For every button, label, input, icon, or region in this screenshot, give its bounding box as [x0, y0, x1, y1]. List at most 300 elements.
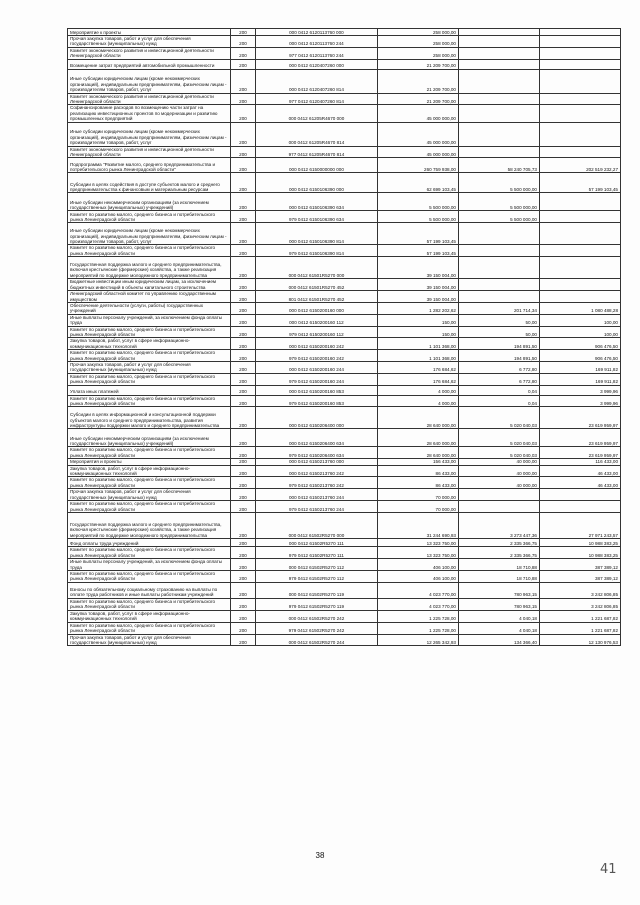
budget-execution-table [67, 28, 621, 646]
approved-amount-cell: 258 000,00 [377, 29, 458, 36]
unexecuted-amount-cell: 202 519 232,27 [539, 158, 620, 173]
approved-amount-cell: 21 209 700,00 [377, 69, 458, 93]
row-code-cell: 200 [231, 598, 256, 610]
row-code-cell: 200 [231, 338, 256, 350]
table-row [68, 223, 621, 245]
row-name-cell: Комитет по развитию малого, среднего бизнеса и потребительского рынка Ленинградской области [68, 395, 231, 407]
table-row [68, 47, 621, 59]
row-code-cell: 200 [231, 385, 256, 395]
row-code-cell: 200 [231, 245, 256, 257]
table-row [68, 489, 621, 501]
row-name-cell: Прочая закупка товаров, работ и услуг для обеспечения государственных (муниципальных) нужд [68, 634, 231, 646]
unexecuted-amount-cell [539, 36, 620, 48]
row-kbk-cell: 977 0412 6120407260 814 [255, 93, 377, 105]
table-row [68, 582, 621, 598]
unexecuted-amount-cell [539, 146, 620, 158]
row-kbk-cell: 000 0412 61502R5270 000 [255, 513, 377, 539]
row-code-cell: 200 [231, 223, 256, 245]
row-code-cell: 200 [231, 489, 256, 501]
row-name-cell: Мероприятия и проекты [68, 459, 231, 465]
row-kbk-cell: 000 0412 61502R5270 244 [255, 634, 377, 646]
approved-amount-cell: 45 000 000,00 [377, 105, 458, 122]
executed-amount-cell: 6 772,80 [458, 373, 539, 385]
row-name-cell: Комитет по развитию малого, среднего бизнеса и потребительского рынка Ленинградской области [68, 547, 231, 559]
row-name-cell: Иные субсидии юридическим лицам (кроме некоммерческих организаций), индивидуальным предпринимателям, физическим лицам - производителям товаров, работ, услуг [68, 122, 231, 146]
row-kbk-cell: 000 0412 6150106390 000 [255, 173, 377, 193]
executed-amount-cell: 201 714,34 [458, 302, 539, 314]
executed-amount-cell [458, 36, 539, 48]
unexecuted-amount-cell [539, 29, 620, 36]
row-kbk-cell: 000 0412 6150200160 242 [255, 338, 377, 350]
row-kbk-cell: 979 0412 6150213760 244 [255, 501, 377, 513]
executed-amount-cell [458, 245, 539, 257]
row-code-cell: 200 [231, 69, 256, 93]
row-name-cell: Прочая закупка товаров, работ и услуг для обеспечения государственных (муниципальных) нужд [68, 36, 231, 48]
row-name-cell: Государственная поддержка малого и среднего предпринимательства, включая крестьянские (фермерские) хозяйства, а также реализация мероприятий по поддержке молодежного предпринимательства [68, 257, 231, 279]
approved-amount-cell: 1 101 368,00 [377, 350, 458, 362]
row-name-cell: Комитет экономического развития и инвестиционной деятельности Ленинградской области [68, 93, 231, 105]
row-kbk-cell: 979 0412 6150200160 853 [255, 395, 377, 407]
unexecuted-amount-cell: 906 476,50 [539, 338, 620, 350]
approved-amount-cell: 31 244 690,93 [377, 513, 458, 539]
handwritten-page-mark: 41 [600, 862, 617, 877]
executed-amount-cell: 50,00 [458, 326, 539, 338]
row-kbk-cell: 000 0412 61502R5270 119 [255, 582, 377, 598]
approved-amount-cell: 21 209 700,00 [377, 59, 458, 69]
executed-amount-cell: 18 710,88 [458, 559, 539, 571]
row-kbk-cell: 977 0412 6120113760 244 [255, 47, 377, 59]
row-name-cell: Закупка товаров, работ, услуг в сфере информационно-коммуникационных технологий [68, 338, 231, 350]
executed-amount-cell: 3 273 447,36 [458, 513, 539, 539]
approved-amount-cell: 258 000,00 [377, 36, 458, 48]
approved-amount-cell: 13 323 750,00 [377, 539, 458, 547]
row-kbk-cell: 000 0412 6150206400 000 [255, 407, 377, 429]
executed-amount-cell: 780 963,15 [458, 582, 539, 598]
table-row [68, 146, 621, 158]
row-name-cell: Комитет по развитию малого, среднего бизнеса и потребительского рынка Ленинградской области [68, 598, 231, 610]
unexecuted-amount-cell: 57 199 103,45 [539, 173, 620, 193]
page-number: 38 [315, 851, 325, 860]
unexecuted-amount-cell [539, 211, 620, 223]
unexecuted-amount-cell: 23 619 959,97 [539, 429, 620, 447]
executed-amount-cell: 194 891,50 [458, 338, 539, 350]
table-row [68, 279, 621, 291]
approved-amount-cell: 150,00 [377, 314, 458, 326]
executed-amount-cell [458, 59, 539, 69]
table-row [68, 69, 621, 93]
row-code-cell: 200 [231, 29, 256, 36]
approved-amount-cell: 21 209 700,00 [377, 93, 458, 105]
approved-amount-cell: 4 023 770,00 [377, 582, 458, 598]
row-name-cell: Комитет по развитию малого, среднего бизнеса и потребительского рынка Ленинградской области [68, 622, 231, 634]
approved-amount-cell: 57 199 103,45 [377, 223, 458, 245]
row-name-cell: Комитет по развитию малого, среднего бизнеса и потребительского рынка Ленинградской области [68, 326, 231, 338]
row-name-cell: Иные субсидии некоммерческим организациям (за исключением государственных (муниципальных) учреждений) [68, 429, 231, 447]
row-code-cell: 200 [231, 93, 256, 105]
unexecuted-amount-cell: 100,00 [539, 326, 620, 338]
approved-amount-cell: 70 000,00 [377, 501, 458, 513]
row-name-cell: Уплата иных платежей [68, 385, 231, 395]
executed-amount-cell [458, 223, 539, 245]
executed-amount-cell: 194 891,50 [458, 350, 539, 362]
row-name-cell: Комитет по развитию малого, среднего бизнеса и потребительского рынка Ленинградской области [68, 211, 231, 223]
table-row [68, 350, 621, 362]
row-kbk-cell: 979 0412 6150206400 634 [255, 447, 377, 459]
unexecuted-amount-cell [539, 193, 620, 211]
unexecuted-amount-cell: 3 999,96 [539, 395, 620, 407]
row-kbk-cell: 979 0412 61502R5270 242 [255, 622, 377, 634]
unexecuted-amount-cell [539, 279, 620, 291]
table-row [68, 634, 621, 646]
unexecuted-amount-cell: 23 619 959,97 [539, 447, 620, 459]
row-name-cell: Прочая закупка товаров, работ и услуг для обеспечения государственных (муниципальных) нужд [68, 489, 231, 501]
table-row [68, 29, 621, 36]
row-code-cell: 200 [231, 373, 256, 385]
row-name-cell: Софинансирование расходов по возмещению части затрат на реализацию инвестиционных проектов по модернизации и развитию промышленных предприятий [68, 105, 231, 122]
unexecuted-amount-cell [539, 489, 620, 501]
table-row [68, 93, 621, 105]
approved-amount-cell: 1 282 202,62 [377, 302, 458, 314]
unexecuted-amount-cell [539, 501, 620, 513]
row-kbk-cell: 000 0412 6120407260 814 [255, 69, 377, 93]
row-name-cell: Комитет по развитию малого, среднего бизнеса и потребительского рынка Ленинградской области [68, 245, 231, 257]
row-name-cell: Субсидии в целях содействия в доступе субъектов малого и среднего предпринимательства к финансовым и материальным ресурсам [68, 173, 231, 193]
approved-amount-cell: 406 100,00 [377, 559, 458, 571]
approved-amount-cell: 62 699 103,45 [377, 173, 458, 193]
unexecuted-amount-cell: 1 221 687,82 [539, 622, 620, 634]
row-kbk-cell: 000 0412 61502R5270 112 [255, 559, 377, 571]
table-row [68, 622, 621, 634]
row-kbk-cell: 000 0412 6150200160 244 [255, 361, 377, 373]
row-name-cell: Субсидии в целях информационной и консультационной поддержки субъектов малого и среднего предпринимательства, развития инфраструктуры поддержки малого и среднего предпринимательства [68, 407, 231, 429]
row-name-cell: Комитет по развитию малого, среднего бизнеса и потребительского рынка Ленинградской области [68, 350, 231, 362]
row-code-cell: 200 [231, 571, 256, 583]
row-kbk-cell: 000 0412 6150000000 000 [255, 158, 377, 173]
row-kbk-cell: 979 0412 6150106390 814 [255, 245, 377, 257]
unexecuted-amount-cell: 116 433,00 [539, 459, 620, 465]
unexecuted-amount-cell [539, 291, 620, 303]
executed-amount-cell: 0,04 [458, 385, 539, 395]
row-name-cell: Закупка товаров, работ, услуг в сфере информационно-коммуникационных технологий [68, 610, 231, 622]
row-code-cell: 200 [231, 105, 256, 122]
approved-amount-cell: 156 433,00 [377, 459, 458, 465]
row-name-cell: Закупка товаров, работ, услуг в сфере информационно-коммуникационных технологий [68, 465, 231, 477]
row-code-cell: 200 [231, 279, 256, 291]
table-row [68, 559, 621, 571]
executed-amount-cell: 5 500 000,00 [458, 173, 539, 193]
unexecuted-amount-cell [539, 69, 620, 93]
executed-amount-cell: 58 240 705,73 [458, 158, 539, 173]
row-name-cell: Подпрограмма "Развитие малого, среднего предпринимательства и потребительского рынка Ленинградской области" [68, 158, 231, 173]
executed-amount-cell [458, 29, 539, 36]
row-code-cell: 200 [231, 361, 256, 373]
table-row [68, 395, 621, 407]
row-kbk-cell: 979 0412 6150213760 242 [255, 477, 377, 489]
executed-amount-cell [458, 122, 539, 146]
row-name-cell: Возмещение затрат предприятий автомобильной промышленности [68, 59, 231, 69]
row-kbk-cell: 801 0412 61501R5270 452 [255, 291, 377, 303]
row-kbk-cell: 000 0412 6120113760 000 [255, 29, 377, 36]
row-code-cell: 200 [231, 459, 256, 465]
row-code-cell: 200 [231, 158, 256, 173]
row-name-cell: Иные выплаты персоналу учреждений, за исключением фонда оплаты труда [68, 559, 231, 571]
executed-amount-cell [458, 279, 539, 291]
unexecuted-amount-cell [539, 257, 620, 279]
executed-amount-cell [458, 47, 539, 59]
approved-amount-cell: 86 433,00 [377, 465, 458, 477]
row-kbk-cell: 000 0412 61502R5270 111 [255, 539, 377, 547]
table-row [68, 501, 621, 513]
row-code-cell: 200 [231, 634, 256, 646]
unexecuted-amount-cell: 10 988 383,25 [539, 547, 620, 559]
row-name-cell: Комитет по развитию малого, среднего бизнеса и потребительского рынка Ленинградской области [68, 373, 231, 385]
row-kbk-cell: 977 0412 61205R4670 814 [255, 146, 377, 158]
approved-amount-cell: 4 000,00 [377, 395, 458, 407]
row-name-cell: Иные выплаты персоналу учреждений, за исключением фонда оплаты труда [68, 314, 231, 326]
unexecuted-amount-cell: 169 911,82 [539, 373, 620, 385]
approved-amount-cell: 5 500 000,00 [377, 211, 458, 223]
row-kbk-cell: 979 0412 6150106390 634 [255, 211, 377, 223]
row-code-cell: 200 [231, 513, 256, 539]
row-code-cell: 200 [231, 465, 256, 477]
table-row [68, 245, 621, 257]
executed-amount-cell: 5 020 040,03 [458, 447, 539, 459]
row-code-cell: 200 [231, 122, 256, 146]
table-row [68, 173, 621, 193]
row-kbk-cell: 979 0412 6150200160 244 [255, 373, 377, 385]
executed-amount-cell [458, 105, 539, 122]
table-row [68, 257, 621, 279]
unexecuted-amount-cell [539, 245, 620, 257]
approved-amount-cell: 4 023 770,00 [377, 598, 458, 610]
approved-amount-cell: 39 150 004,00 [377, 279, 458, 291]
row-kbk-cell: 000 0412 6120113760 244 [255, 36, 377, 48]
unexecuted-amount-cell: 3 242 806,85 [539, 598, 620, 610]
approved-amount-cell: 1 225 728,00 [377, 622, 458, 634]
table-body [68, 29, 621, 646]
row-name-cell: Прочая закупка товаров, работ и услуг для обеспечения государственных (муниципальных) нужд [68, 361, 231, 373]
row-name-cell: Ленинградский областной комитет по управлению государственным имуществом [68, 291, 231, 303]
row-code-cell: 200 [231, 559, 256, 571]
row-code-cell: 200 [231, 257, 256, 279]
row-code-cell: 200 [231, 173, 256, 193]
row-kbk-cell: 000 0412 6150200160 000 [255, 302, 377, 314]
approved-amount-cell: 150,00 [377, 326, 458, 338]
row-code-cell: 200 [231, 622, 256, 634]
table-row [68, 338, 621, 350]
approved-amount-cell: 5 500 000,00 [377, 193, 458, 211]
approved-amount-cell: 70 000,00 [377, 489, 458, 501]
executed-amount-cell: 134 366,40 [458, 634, 539, 646]
table-row [68, 59, 621, 69]
unexecuted-amount-cell: 46 433,00 [539, 477, 620, 489]
row-code-cell: 200 [231, 314, 256, 326]
approved-amount-cell: 28 640 000,00 [377, 429, 458, 447]
row-code-cell: 200 [231, 193, 256, 211]
table-row [68, 36, 621, 48]
row-code-cell: 200 [231, 146, 256, 158]
table-row [68, 385, 621, 395]
row-name-cell: Обеспечение деятельности (услуги, работы) государственных учреждений [68, 302, 231, 314]
row-name-cell: Взносы по обязательному социальному страхованию на выплаты по оплате труда работников и иные выплаты работникам учреждений [68, 582, 231, 598]
row-code-cell: 200 [231, 501, 256, 513]
unexecuted-amount-cell [539, 223, 620, 245]
executed-amount-cell: 40 000,00 [458, 459, 539, 465]
executed-amount-cell: 5 500 000,00 [458, 211, 539, 223]
table-row [68, 513, 621, 539]
table-row [68, 547, 621, 559]
approved-amount-cell: 45 000 000,00 [377, 146, 458, 158]
table-row [68, 158, 621, 173]
executed-amount-cell [458, 69, 539, 93]
table-row [68, 447, 621, 459]
row-code-cell: 200 [231, 211, 256, 223]
row-code-cell: 200 [231, 59, 256, 69]
approved-amount-cell: 1 101 368,00 [377, 338, 458, 350]
row-name-cell: Комитет по развитию малого, среднего бизнеса и потребительского рынка Ленинградской области [68, 447, 231, 459]
executed-amount-cell: 40 000,00 [458, 477, 539, 489]
row-name-cell: Фонд оплаты труда учреждений [68, 539, 231, 547]
approved-amount-cell: 176 684,62 [377, 373, 458, 385]
row-code-cell: 200 [231, 477, 256, 489]
unexecuted-amount-cell: 100,00 [539, 314, 620, 326]
table-row [68, 326, 621, 338]
row-kbk-cell: 979 0412 6150200160 112 [255, 326, 377, 338]
row-code-cell: 200 [231, 302, 256, 314]
table-row [68, 361, 621, 373]
approved-amount-cell: 258 000,00 [377, 47, 458, 59]
executed-amount-cell: 6 772,80 [458, 361, 539, 373]
row-code-cell: 200 [231, 350, 256, 362]
table-row [68, 122, 621, 146]
row-code-cell: 200 [231, 610, 256, 622]
table-row [68, 211, 621, 223]
executed-amount-cell: 50,00 [458, 314, 539, 326]
row-name-cell: Комитет по развитию малого, среднего бизнеса и потребительского рынка Ленинградской области [68, 571, 231, 583]
row-name-cell: Комитет экономического развития и инвестиционной деятельности Ленинградской области [68, 146, 231, 158]
executed-amount-cell [458, 257, 539, 279]
row-kbk-cell: 979 0412 61502R5270 119 [255, 598, 377, 610]
row-kbk-cell: 979 0412 61502R5270 112 [255, 571, 377, 583]
executed-amount-cell: 0,04 [458, 395, 539, 407]
approved-amount-cell: 28 640 000,00 [377, 407, 458, 429]
executed-amount-cell [458, 93, 539, 105]
unexecuted-amount-cell [539, 47, 620, 59]
unexecuted-amount-cell: 3 999,96 [539, 385, 620, 395]
executed-amount-cell: 4 040,18 [458, 610, 539, 622]
executed-amount-cell [458, 501, 539, 513]
row-kbk-cell: 000 0412 61205R4670 814 [255, 122, 377, 146]
row-kbk-cell: 000 0412 6150200160 853 [255, 385, 377, 395]
approved-amount-cell: 86 433,00 [377, 477, 458, 489]
row-kbk-cell: 000 0412 6150213760 242 [255, 465, 377, 477]
row-name-cell: Иные субсидии юридическим лицам (кроме некоммерческих организаций), индивидуальным предпринимателям, физическим лицам - производителям товаров, работ, услуг [68, 223, 231, 245]
approved-amount-cell: 57 199 103,45 [377, 245, 458, 257]
table-row [68, 407, 621, 429]
row-kbk-cell: 000 0412 6150213760 244 [255, 489, 377, 501]
approved-amount-cell: 4 000,00 [377, 385, 458, 395]
row-kbk-cell: 000 0412 6150200160 112 [255, 314, 377, 326]
table-row [68, 302, 621, 314]
row-code-cell: 200 [231, 407, 256, 429]
unexecuted-amount-cell [539, 122, 620, 146]
unexecuted-amount-cell: 1 080 488,28 [539, 302, 620, 314]
unexecuted-amount-cell: 169 911,82 [539, 361, 620, 373]
executed-amount-cell: 780 963,15 [458, 598, 539, 610]
table-row [68, 539, 621, 547]
unexecuted-amount-cell [539, 93, 620, 105]
executed-amount-cell: 4 040,18 [458, 622, 539, 634]
executed-amount-cell [458, 489, 539, 501]
row-code-cell: 200 [231, 547, 256, 559]
row-code-cell: 200 [231, 447, 256, 459]
row-code-cell: 200 [231, 539, 256, 547]
executed-amount-cell: 5 020 040,03 [458, 407, 539, 429]
approved-amount-cell: 39 150 004,00 [377, 291, 458, 303]
row-code-cell: 200 [231, 326, 256, 338]
unexecuted-amount-cell: 1 221 687,82 [539, 610, 620, 622]
row-name-cell: Иные субсидии некоммерческим организациям (за исключением государственных (муниципальных) учреждений) [68, 193, 231, 211]
executed-amount-cell: 5 500 000,00 [458, 193, 539, 211]
unexecuted-amount-cell: 906 476,50 [539, 350, 620, 362]
approved-amount-cell: 1 225 728,00 [377, 610, 458, 622]
unexecuted-amount-cell: 387 389,12 [539, 571, 620, 583]
approved-amount-cell: 406 100,00 [377, 571, 458, 583]
executed-amount-cell: 2 335 366,75 [458, 539, 539, 547]
row-code-cell: 200 [231, 291, 256, 303]
row-name-cell: Комитет экономического развития и инвестиционной деятельности Ленинградской области [68, 47, 231, 59]
row-name-cell: Комитет по развитию малого, среднего бизнеса и потребительского рынка Ленинградской области [68, 477, 231, 489]
unexecuted-amount-cell: 12 130 976,53 [539, 634, 620, 646]
executed-amount-cell [458, 146, 539, 158]
row-code-cell: 200 [231, 47, 256, 59]
approved-amount-cell: 12 265 342,93 [377, 634, 458, 646]
table-row [68, 610, 621, 622]
executed-amount-cell: 40 000,00 [458, 465, 539, 477]
row-name-cell: Комитет по развитию малого, среднего бизнеса и потребительского рынка Ленинградской области [68, 501, 231, 513]
unexecuted-amount-cell: 387 389,12 [539, 559, 620, 571]
table-row [68, 429, 621, 447]
approved-amount-cell: 13 323 750,00 [377, 547, 458, 559]
row-name-cell: Государственная поддержка малого и среднего предпринимательства, включая крестьянские (фермерские) хозяйства, а также реализация мероприятий по поддержке молодежного предпринимательства [68, 513, 231, 539]
table-row [68, 465, 621, 477]
approved-amount-cell: 260 759 938,00 [377, 158, 458, 173]
table-row [68, 314, 621, 326]
table-row [68, 477, 621, 489]
table-row [68, 291, 621, 303]
row-name-cell: Бюджетные инвестиции иным юридическим лицам, за исключением бюджетных инвестиций в объекты капитального строительства [68, 279, 231, 291]
table-row [68, 598, 621, 610]
row-kbk-cell: 000 0412 6150206400 634 [255, 429, 377, 447]
row-kbk-cell: 979 0412 61502R5270 111 [255, 547, 377, 559]
row-kbk-cell: 000 0412 61205R4670 000 [255, 105, 377, 122]
row-kbk-cell: 000 0412 6120407260 000 [255, 59, 377, 69]
unexecuted-amount-cell: 27 971 243,57 [539, 513, 620, 539]
row-kbk-cell: 000 0412 6150106390 814 [255, 223, 377, 245]
row-kbk-cell: 000 0412 61501R5270 000 [255, 257, 377, 279]
table-row [68, 105, 621, 122]
unexecuted-amount-cell: 3 242 806,85 [539, 582, 620, 598]
row-name-cell: Мероприятие к проекты [68, 29, 231, 36]
approved-amount-cell: 45 000 000,00 [377, 122, 458, 146]
executed-amount-cell: 2 335 366,75 [458, 547, 539, 559]
unexecuted-amount-cell: 23 619 959,97 [539, 407, 620, 429]
table-row [68, 373, 621, 385]
unexecuted-amount-cell [539, 59, 620, 69]
unexecuted-amount-cell [539, 105, 620, 122]
approved-amount-cell: 28 640 000,00 [377, 447, 458, 459]
row-kbk-cell: 000 0412 61501R5270 452 [255, 279, 377, 291]
